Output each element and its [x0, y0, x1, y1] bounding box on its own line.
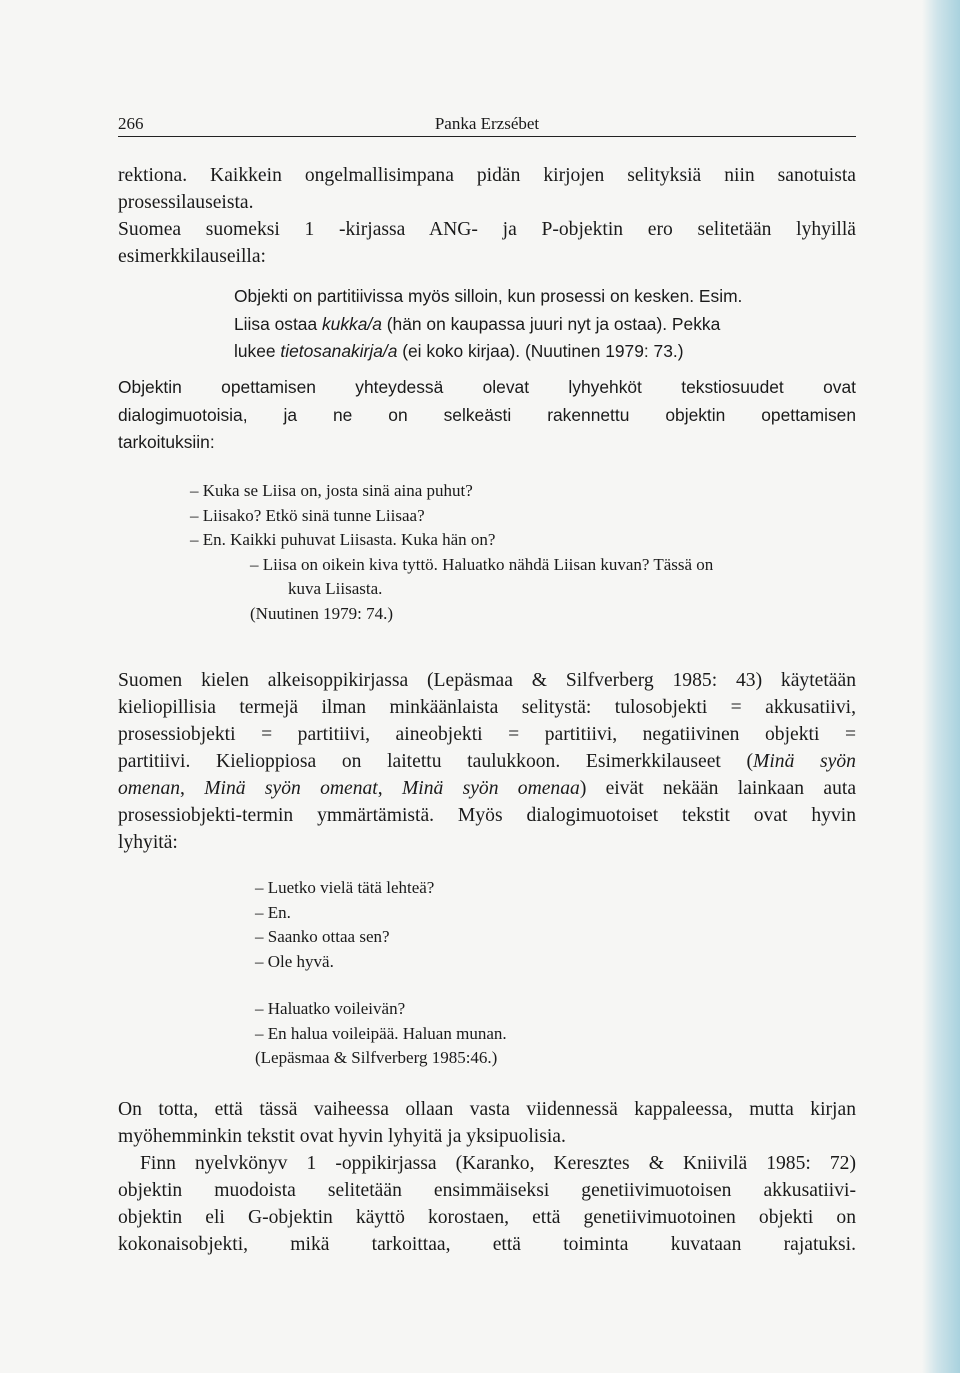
paragraph-6-line-1: Finn nyelvkönyv 1 -oppikirjassa (Karanko, Keresztes & Kniivilä 1985: 72): [140, 1153, 856, 1174]
dialogue-1-line: – Liisako? Etkö sinä tunne Liisaa?: [190, 505, 425, 525]
dialogue-2-line: – En.: [255, 902, 291, 922]
paragraph-4-line-3: prosessiobjekti = partitiivi, aineobjekti = partitiivi, negatiivinen objekti =: [118, 724, 856, 745]
paragraph-4-line-6: prosessiobjekti-termin ymmärtämistä. Myös dialogimuotoiset tekstit ovat hyvin: [118, 805, 856, 826]
paragraph-4-line-7: lyhyitä:: [118, 832, 178, 853]
dialogue-2-line: – Saanko ottaa sen?: [255, 927, 390, 947]
dialogue-2-line: – Ole hyvä.: [255, 951, 334, 971]
paragraph-5-line-1: On totta, että tässä vaiheessa ollaan vasta viidennessä kappaleessa, mutta kirjan: [118, 1099, 856, 1120]
paragraph-2-line-1: Suomea suomeksi 1 -kirjassa ANG- ja P-objektin ero selitetään lyhyillä: [118, 219, 856, 240]
dialogue-2: [255, 876, 434, 974]
paragraph-6-line-2: objektin muodoista selitetään ensimmäiseksi genetiivimuotoisen akkusatiivi-: [118, 1180, 856, 1201]
paragraph-4: [118, 667, 856, 856]
paragraph-4-line-5: omenan, Minä syön omenat, Minä syön omenaa) eivät nekään lainkaan auta: [118, 778, 857, 799]
paragraph-3-line-3: tarkoituksiin:: [118, 432, 215, 452]
paragraph-4-line-4: partitiivi. Kielioppiosa on laitettu taulukkoon. Esimerkkilauseet (Minä syön: [118, 751, 856, 772]
quote-1-line-2: Liisa ostaa kukka/a (hän on kaupassa juuri nyt ja ostaa). Pekka: [234, 313, 721, 334]
paragraph-1-line-1: rektiona. Kaikkein ongelmallisimpana pidän kirjojen selityksiä niin sanotuista: [118, 165, 856, 186]
paragraph-3-line-1: Objektin opettamisen yhteydessä olevat lyhyehköt tekstiosuudet ovat: [118, 377, 856, 397]
dialogue-3-source: (Lepäsmaa & Silfverberg 1985:46.): [255, 1048, 498, 1068]
dialogue-3-line: – Haluatko voileivän?: [255, 999, 406, 1018]
quote-1-line-3: lukee tietosanakirja/a (ei koko kirjaa). (Nuutinen 1979: 73.): [234, 341, 684, 361]
dialogue-1-source: (Nuutinen 1979: 74.): [250, 603, 394, 623]
paragraph-5: [118, 1096, 856, 1150]
running-header-author: Panka Erzsébet: [434, 114, 540, 133]
paragraph-3: [118, 374, 856, 457]
quote-1-line-1: Objekti on partitiivissa myös silloin, kun prosessi on kesken. Esim.: [234, 286, 743, 306]
running-header: [118, 112, 856, 137]
paragraph-1-line-2: prosessilauseista.: [118, 192, 254, 213]
block-quote-1: [234, 283, 854, 366]
dialogue-3: [255, 997, 507, 1071]
dialogue-1-continuation: kuva Liisasta.: [288, 579, 383, 599]
page-number: 266: [118, 114, 144, 133]
page-edge-shading: [922, 0, 960, 1373]
paragraph-6-line-4: kokonaisobjekti, mikä tarkoittaa, että toiminta kuvataan rajatuksi.: [118, 1234, 856, 1255]
paragraph-5-line-2: myöhemminkin tekstit ovat hyvin lyhyitä ja yksipuolisia.: [118, 1126, 566, 1147]
dialogue-2-line: – Luetko vielä tätä lehteä?: [255, 878, 435, 897]
paragraph-3-line-2: dialogimuotoisia, ja ne on selkeästi rakennettu objektin opettamisen: [118, 404, 856, 425]
dialogue-1: [190, 479, 713, 627]
dialogue-1-line: – Kuka se Liisa on, josta sinä aina puhut?: [190, 481, 473, 500]
dialogue-3-line: – En halua voileipää. Haluan munan.: [255, 1023, 507, 1043]
dialogue-1-line: – Liisa on oikein kiva tyttö. Haluatko nähdä Liisan kuvan? Tässä on: [250, 554, 714, 574]
paragraph-2-line-2: esimerkkilauseilla:: [118, 246, 266, 267]
paragraph-4-line-2: kieliopillisia termejä ilman minkäänlaista selitystä: tulosobjekti = akkusatiivi,: [118, 697, 856, 718]
paragraph-6-line-3: objektin eli G-objektin käyttö korostaen, että genetiivimuotoinen objekti on: [118, 1207, 856, 1228]
paragraph-6: [118, 1150, 856, 1258]
dialogue-1-line: – En. Kaikki puhuvat Liisasta. Kuka hän on?: [190, 530, 496, 550]
paragraph-4-line-1: Suomen kielen alkeisoppikirjassa (Lepäsmaa & Silfverberg 1985: 43) käytetään: [118, 670, 856, 691]
